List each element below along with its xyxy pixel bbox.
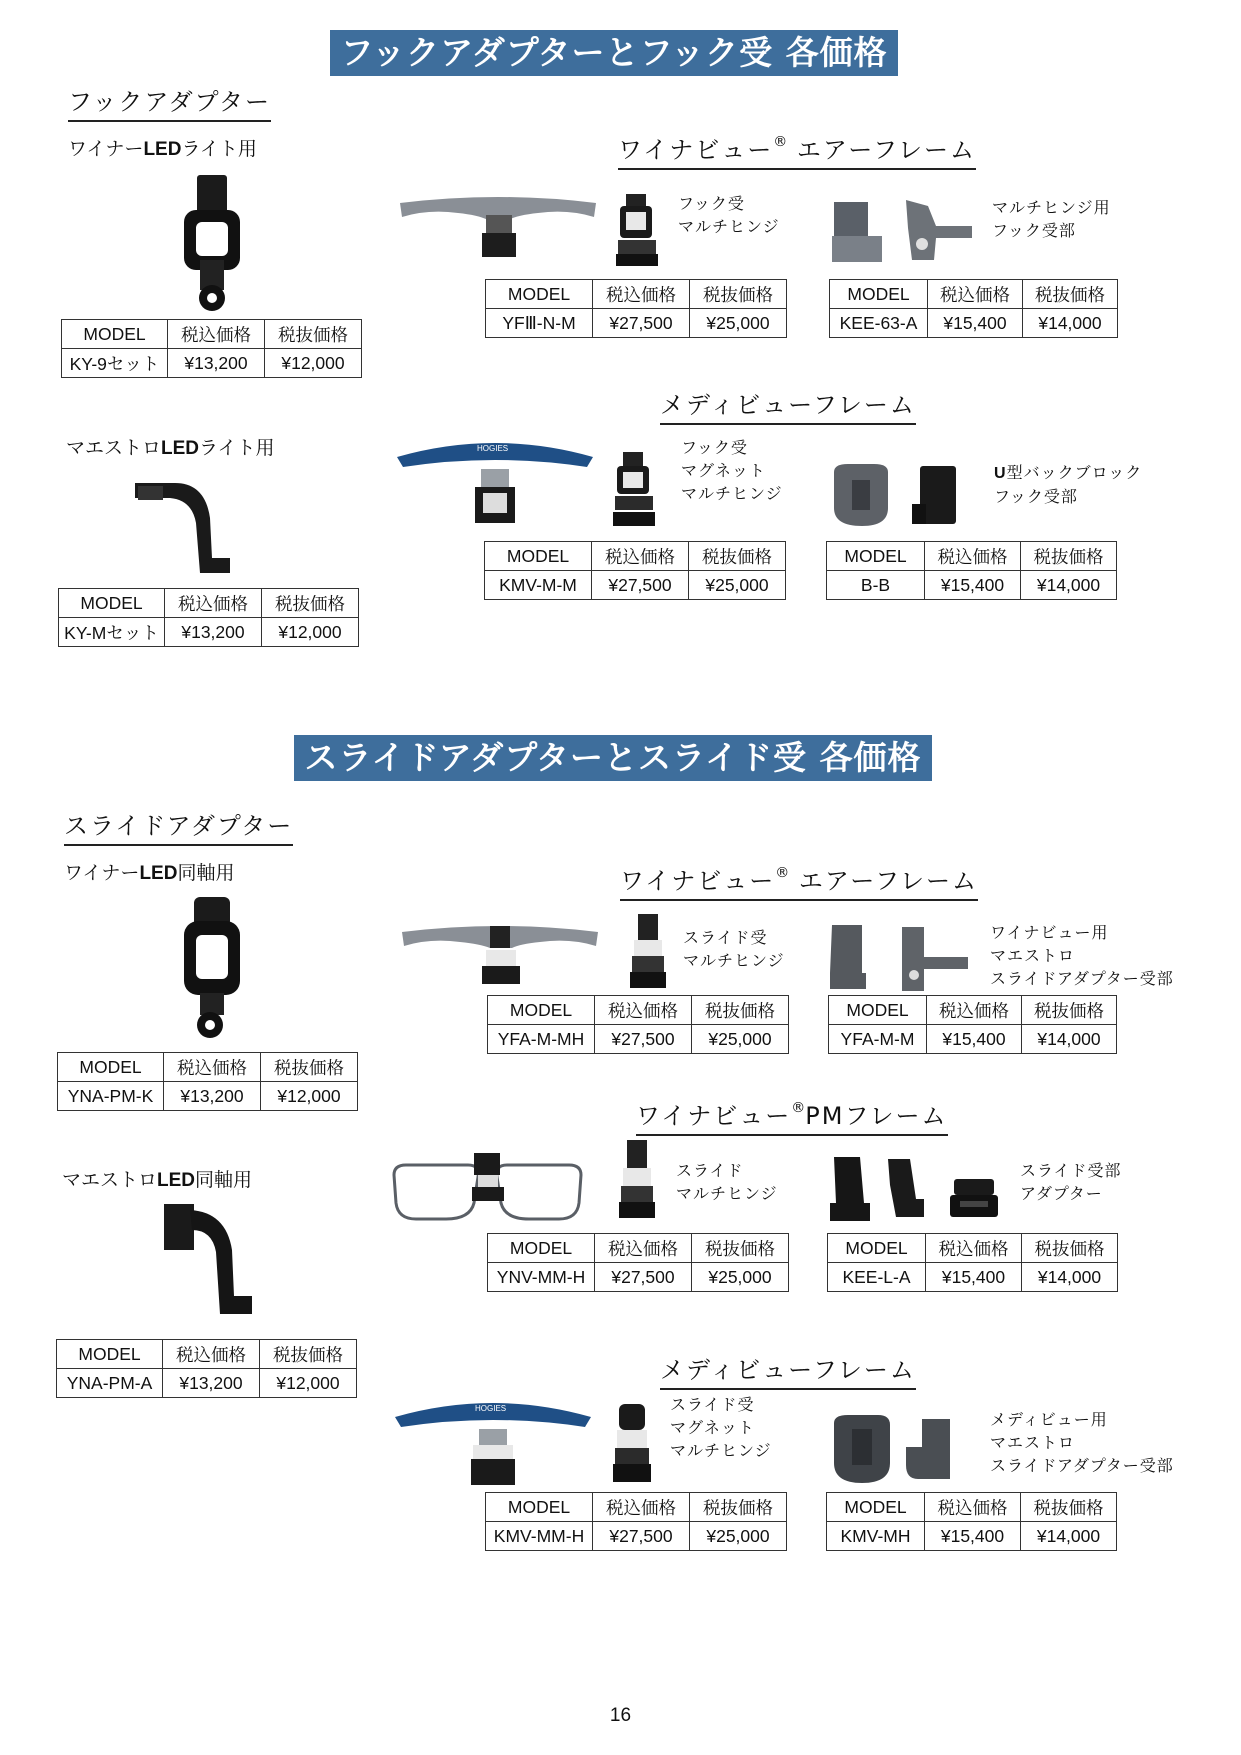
slide-pm-receiver-image <box>613 1138 661 1222</box>
hook-section-banner: フックアダプターとフック受 各価格 <box>330 30 898 76</box>
svg-text:HOGIES: HOGIES <box>475 1404 507 1413</box>
hook-air-note-1: フック受 マルチヒンジ <box>678 194 780 236</box>
slide-adapter-heading: スライドアダプター <box>64 806 293 846</box>
hook-air-price-table-2: MODEL 税込価格 税抜価格 KEE-63-A ¥15,400 ¥14,000 <box>829 279 1118 338</box>
slide-pm-frame-heading: ワイナビュー®PMフレーム <box>636 1096 948 1136</box>
slide-adapter-maestro-image <box>160 1200 260 1320</box>
slide-medi-frame-image <box>393 1395 593 1490</box>
hook-medi-frame-image <box>395 435 595 530</box>
slide-medi-note-2: メディビュー用 マエストロ スライドアダプター受部 <box>990 1410 1174 1475</box>
slide-air-price-table-2: MODEL 税込価格 税抜価格 YFA-M-M ¥15,400 ¥14,000 <box>828 995 1117 1054</box>
slide-receiver-multihinge-image <box>624 912 672 992</box>
hook-adapter-maestro-image <box>130 478 250 578</box>
slide-air-price-table-1: MODEL 税込価格 税抜価格 YFA-M-MH ¥27,500 ¥25,000 <box>487 995 789 1054</box>
slide-medi-receiver-part-image <box>826 1413 976 1488</box>
slide-air-note-2: ワイナビュー用 マエストロ スライドアダプター受部 <box>990 923 1174 988</box>
hook-receiver-multihinge-image <box>612 192 662 270</box>
slide-medi-price-table-2: MODEL 税込価格 税抜価格 KMV-MH ¥15,400 ¥14,000 <box>826 1492 1117 1551</box>
svg-text:HOGIES: HOGIES <box>477 444 509 453</box>
slide-medi-note-1: スライド受 マグネット マルチヒンジ <box>670 1395 772 1460</box>
hook-receiver-magnet-image <box>609 450 659 530</box>
slide-pm-receiver-part-image <box>826 1155 1006 1227</box>
hook-medi-note-1: フック受 マグネット マルチヒンジ <box>681 438 783 503</box>
hook-air-frame-heading: ワイナビュー® エアーフレーム <box>618 130 976 170</box>
slide-pm-note-2: スライド受部 アダプター <box>1020 1161 1122 1203</box>
hook-maestro-label: マエストロLEDライト用 <box>66 437 275 459</box>
hook-medi-price-table-2: MODEL 税込価格 税抜価格 B-B ¥15,400 ¥14,000 <box>826 541 1117 600</box>
slide-air-frame-image <box>400 922 600 987</box>
slide-weiner-price-table: MODEL 税込価格 税抜価格 YNA-PM-K ¥13,200 ¥12,000 <box>57 1052 358 1111</box>
hook-air-price-table-1: MODEL 税込価格 税抜価格 YFⅢ-N-M ¥27,500 ¥25,000 <box>485 279 787 338</box>
hook-weiner-price-table: MODEL 税込価格 税抜価格 KY-9セット ¥13,200 ¥12,000 <box>61 319 362 378</box>
slide-maestro-price-table: MODEL 税込価格 税抜価格 YNA-PM-A ¥13,200 ¥12,000 <box>56 1339 357 1398</box>
slide-air-frame-heading: ワイナビュー® エアーフレーム <box>620 861 978 901</box>
slide-medi-frame-heading: メディビューフレーム <box>660 1350 916 1390</box>
slide-air-receiver-part-image <box>826 923 976 995</box>
slide-weiner-label: ワイナーLED同軸用 <box>64 862 235 884</box>
slide-pm-frame-image <box>390 1153 585 1228</box>
hook-air-note-2: マルチヒンジ用 フック受部 <box>992 198 1111 240</box>
hook-weiner-label: ワイナーLEDライト用 <box>68 138 257 160</box>
slide-pm-price-table-2: MODEL 税込価格 税抜価格 KEE-L-A ¥15,400 ¥14,000 <box>827 1233 1118 1292</box>
slide-medi-price-table-1: MODEL 税込価格 税抜価格 KMV-MM-H ¥27,500 ¥25,000 <box>485 1492 787 1551</box>
hook-adapter-weiner-image <box>172 170 262 315</box>
hook-medi-note-2: U型バックブロック フック受部 <box>994 463 1143 506</box>
hook-air-receiver-part-image <box>830 198 980 268</box>
hook-maestro-price-table: MODEL 税込価格 税抜価格 KY-Mセット ¥13,200 ¥12,000 <box>58 588 359 647</box>
slide-pm-note-1: スライド マルチヒンジ <box>676 1161 778 1203</box>
slide-section-banner: スライドアダプターとスライド受 各価格 <box>294 735 932 781</box>
slide-pm-price-table-1: MODEL 税込価格 税抜価格 YNV-MM-H ¥27,500 ¥25,000 <box>487 1233 789 1292</box>
hook-air-frame-image <box>398 195 598 265</box>
slide-receiver-magnet-image <box>607 1402 657 1486</box>
slide-adapter-weiner-image <box>172 893 262 1043</box>
slide-air-note-1: スライド受 マルチヒンジ <box>683 928 785 970</box>
hook-medi-price-table-1: MODEL 税込価格 税抜価格 KMV-M-M ¥27,500 ¥25,000 <box>484 541 786 600</box>
hook-adapter-heading: フックアダプター <box>68 82 271 122</box>
hook-medi-frame-heading: メディビューフレーム <box>660 385 916 425</box>
page-number: 16 <box>609 1705 632 1726</box>
slide-maestro-label: マエストロLED同軸用 <box>62 1169 253 1191</box>
hook-back-block-image <box>828 462 978 530</box>
